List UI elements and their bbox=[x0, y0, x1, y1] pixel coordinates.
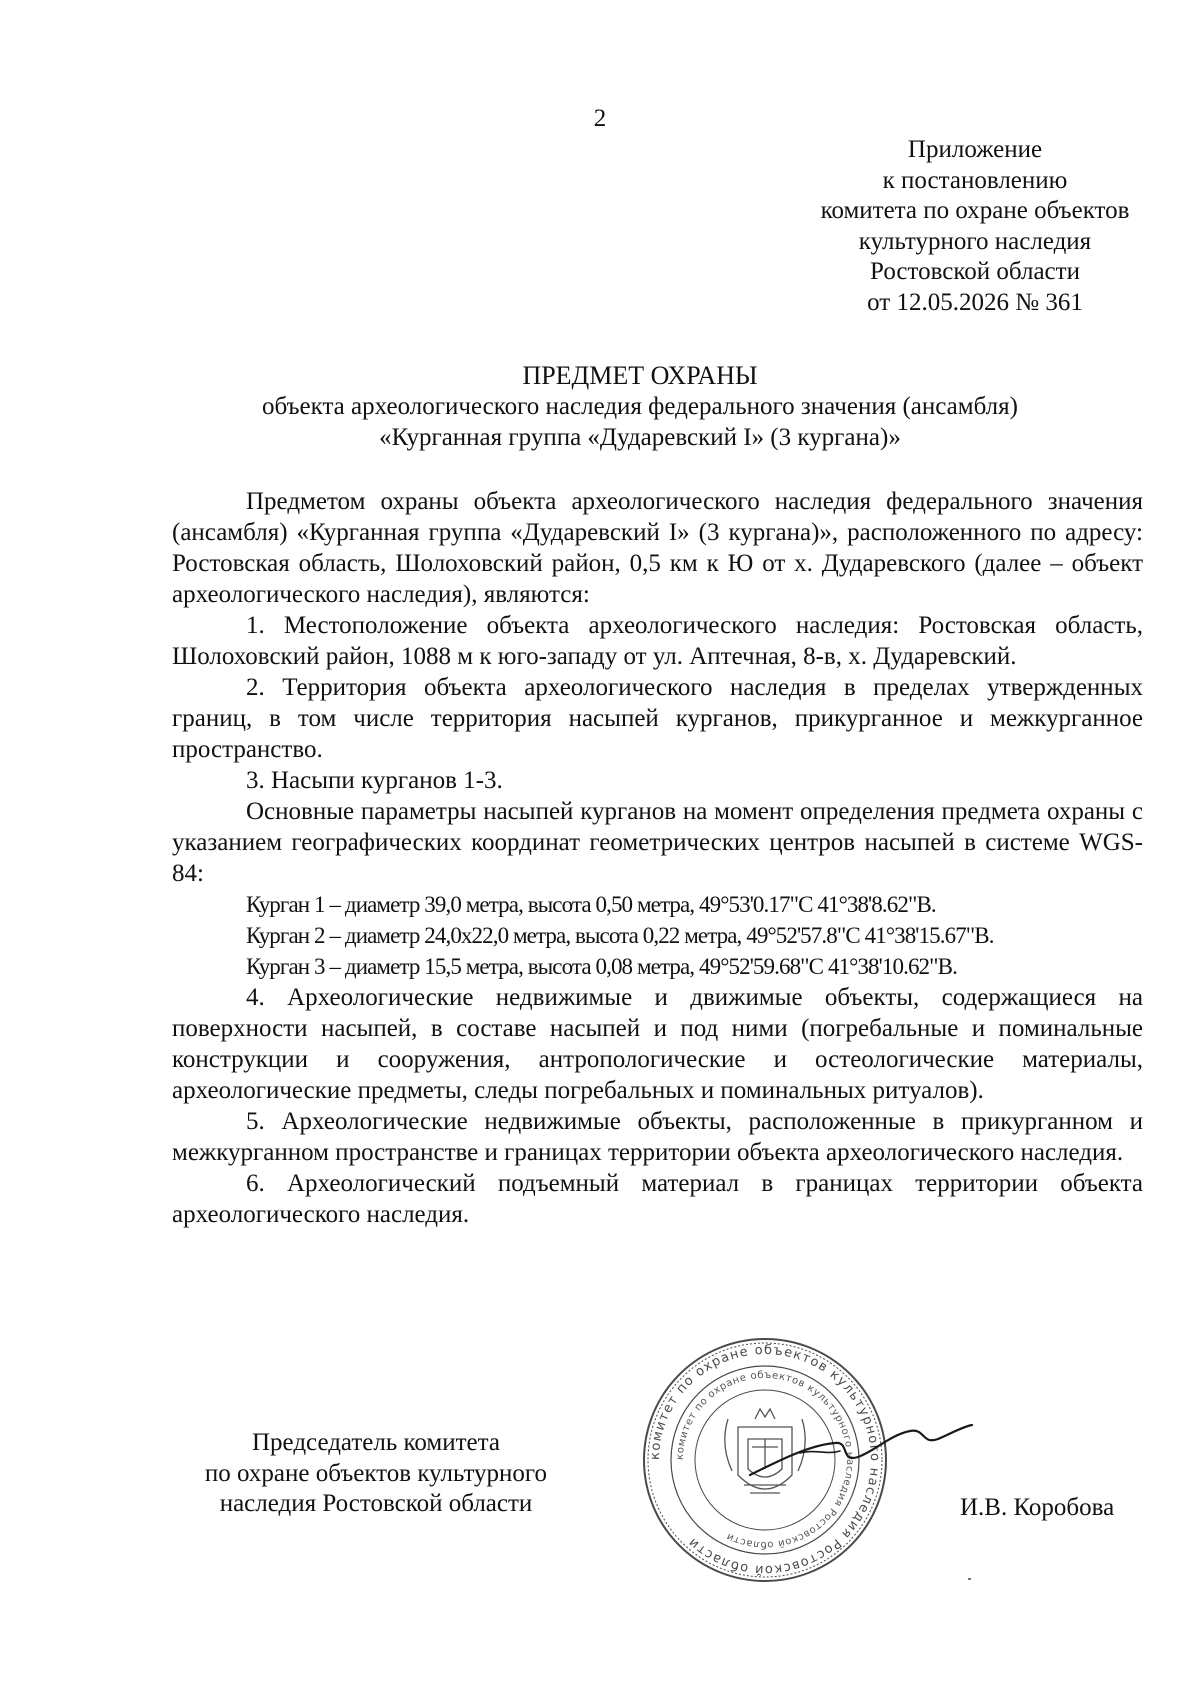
document-title bbox=[160, 360, 1120, 453]
signer-name: И.В. Коробова bbox=[960, 1494, 1115, 1521]
signer-line: по охране объектов культурного bbox=[204, 1459, 548, 1487]
appendix-line: комитета по охране объектов bbox=[820, 197, 1130, 224]
list-item: 4. Археологические недвижимые и движимые объекты, содержащиеся на поверхности насыпей, в составе насыпей и под ними (погребальные и поминальные конструкции и сооружения, антропологические и остеологические материалы, археологические предметы, следы погребальных и поминальных ритуалов). bbox=[172, 984, 1143, 1104]
list-item: 1. Местоположение объекта археологического наследия: Ростовская область, Шолоховский район, 1088 м к юго-западу от ул. Аптечная, 8-в, х. Дударевский. bbox=[172, 612, 1143, 670]
kurgan-line: Курган 3 – диаметр 15,5 метра, высота 0,08 метра, 49°52'59.68"С 41°38'10.62"В. bbox=[246, 954, 957, 979]
signer-position bbox=[156, 1428, 596, 1520]
handwritten-signature bbox=[740, 1405, 980, 1495]
title-main: ПРЕДМЕТ ОХРАНЫ bbox=[522, 361, 758, 390]
list-item: 2. Территория объекта археологического наследия в пределах утвержденных границ, в том числе территория насыпей курганов, прикурганное и межкурганное пространство. bbox=[172, 674, 1143, 763]
appendix-line: Приложение bbox=[907, 136, 1043, 163]
appendix-line: Ростовской области bbox=[870, 258, 1080, 285]
appendix-line: культурного наследия bbox=[858, 227, 1092, 255]
appendix-line: к постановлению bbox=[882, 166, 1068, 194]
signer-line: наследия Ростовской области bbox=[219, 1490, 533, 1517]
list-item: 3. Насыпи курганов 1-3. bbox=[246, 767, 503, 794]
kurgan-line: Курган 2 – диаметр 24,0х22,0 метра, высота 0,22 метра, 49°52'57.8"С 41°38'15.67"В. bbox=[246, 923, 994, 948]
document-body bbox=[172, 486, 1143, 1230]
appendix-block bbox=[740, 135, 1200, 318]
kurgan-line: Курган 1 – диаметр 39,0 метра, высота 0,50 метра, 49°53'0.17"С 41°38'8.62"В. bbox=[246, 892, 936, 917]
title-subtitle: объекта археологического наследия федерального значения (ансамбля) bbox=[262, 393, 1018, 420]
title-object-name: «Курганная группа «Дударевский I» (3 кургана)» bbox=[379, 424, 901, 451]
page-number: 2 bbox=[593, 105, 607, 132]
signer-line: Председатель комитета bbox=[252, 1429, 500, 1456]
list-item: 6. Археологический подъемный материал в границах территории объекта археологического наследия. bbox=[172, 1170, 1143, 1228]
appendix-line: от 12.05.2026 № 361 bbox=[867, 288, 1083, 316]
params-paragraph: Основные параметры насыпей курганов на момент определения предмета охраны с указанием географических координат геометрических центров насыпей в системе WGS-84: bbox=[172, 798, 1143, 887]
seal-outer-text: комитет по охране объектов культурного наследия Ростовской области bbox=[647, 1342, 883, 1578]
seal-inner-text: комитет по охране объектов культурного наследия Ростовской области bbox=[674, 1369, 856, 1551]
intro-paragraph: Предметом охраны объекта археологического наследия федерального значения (ансамбля) «Курганная группа «Дударевский I» (3 кургана)», расположенного по адресу: Ростовская область, Шолоховский район, 0,5 км к Ю от х. Дударевского (далее – объект археологического наследия), являются: bbox=[172, 488, 1143, 608]
list-item: 5. Археологические недвижимые объекты, расположенные в прикурганном и межкурганном пространстве и границах территории объекта археологического наследия. bbox=[172, 1108, 1143, 1166]
scan-mark bbox=[968, 1578, 971, 1580]
